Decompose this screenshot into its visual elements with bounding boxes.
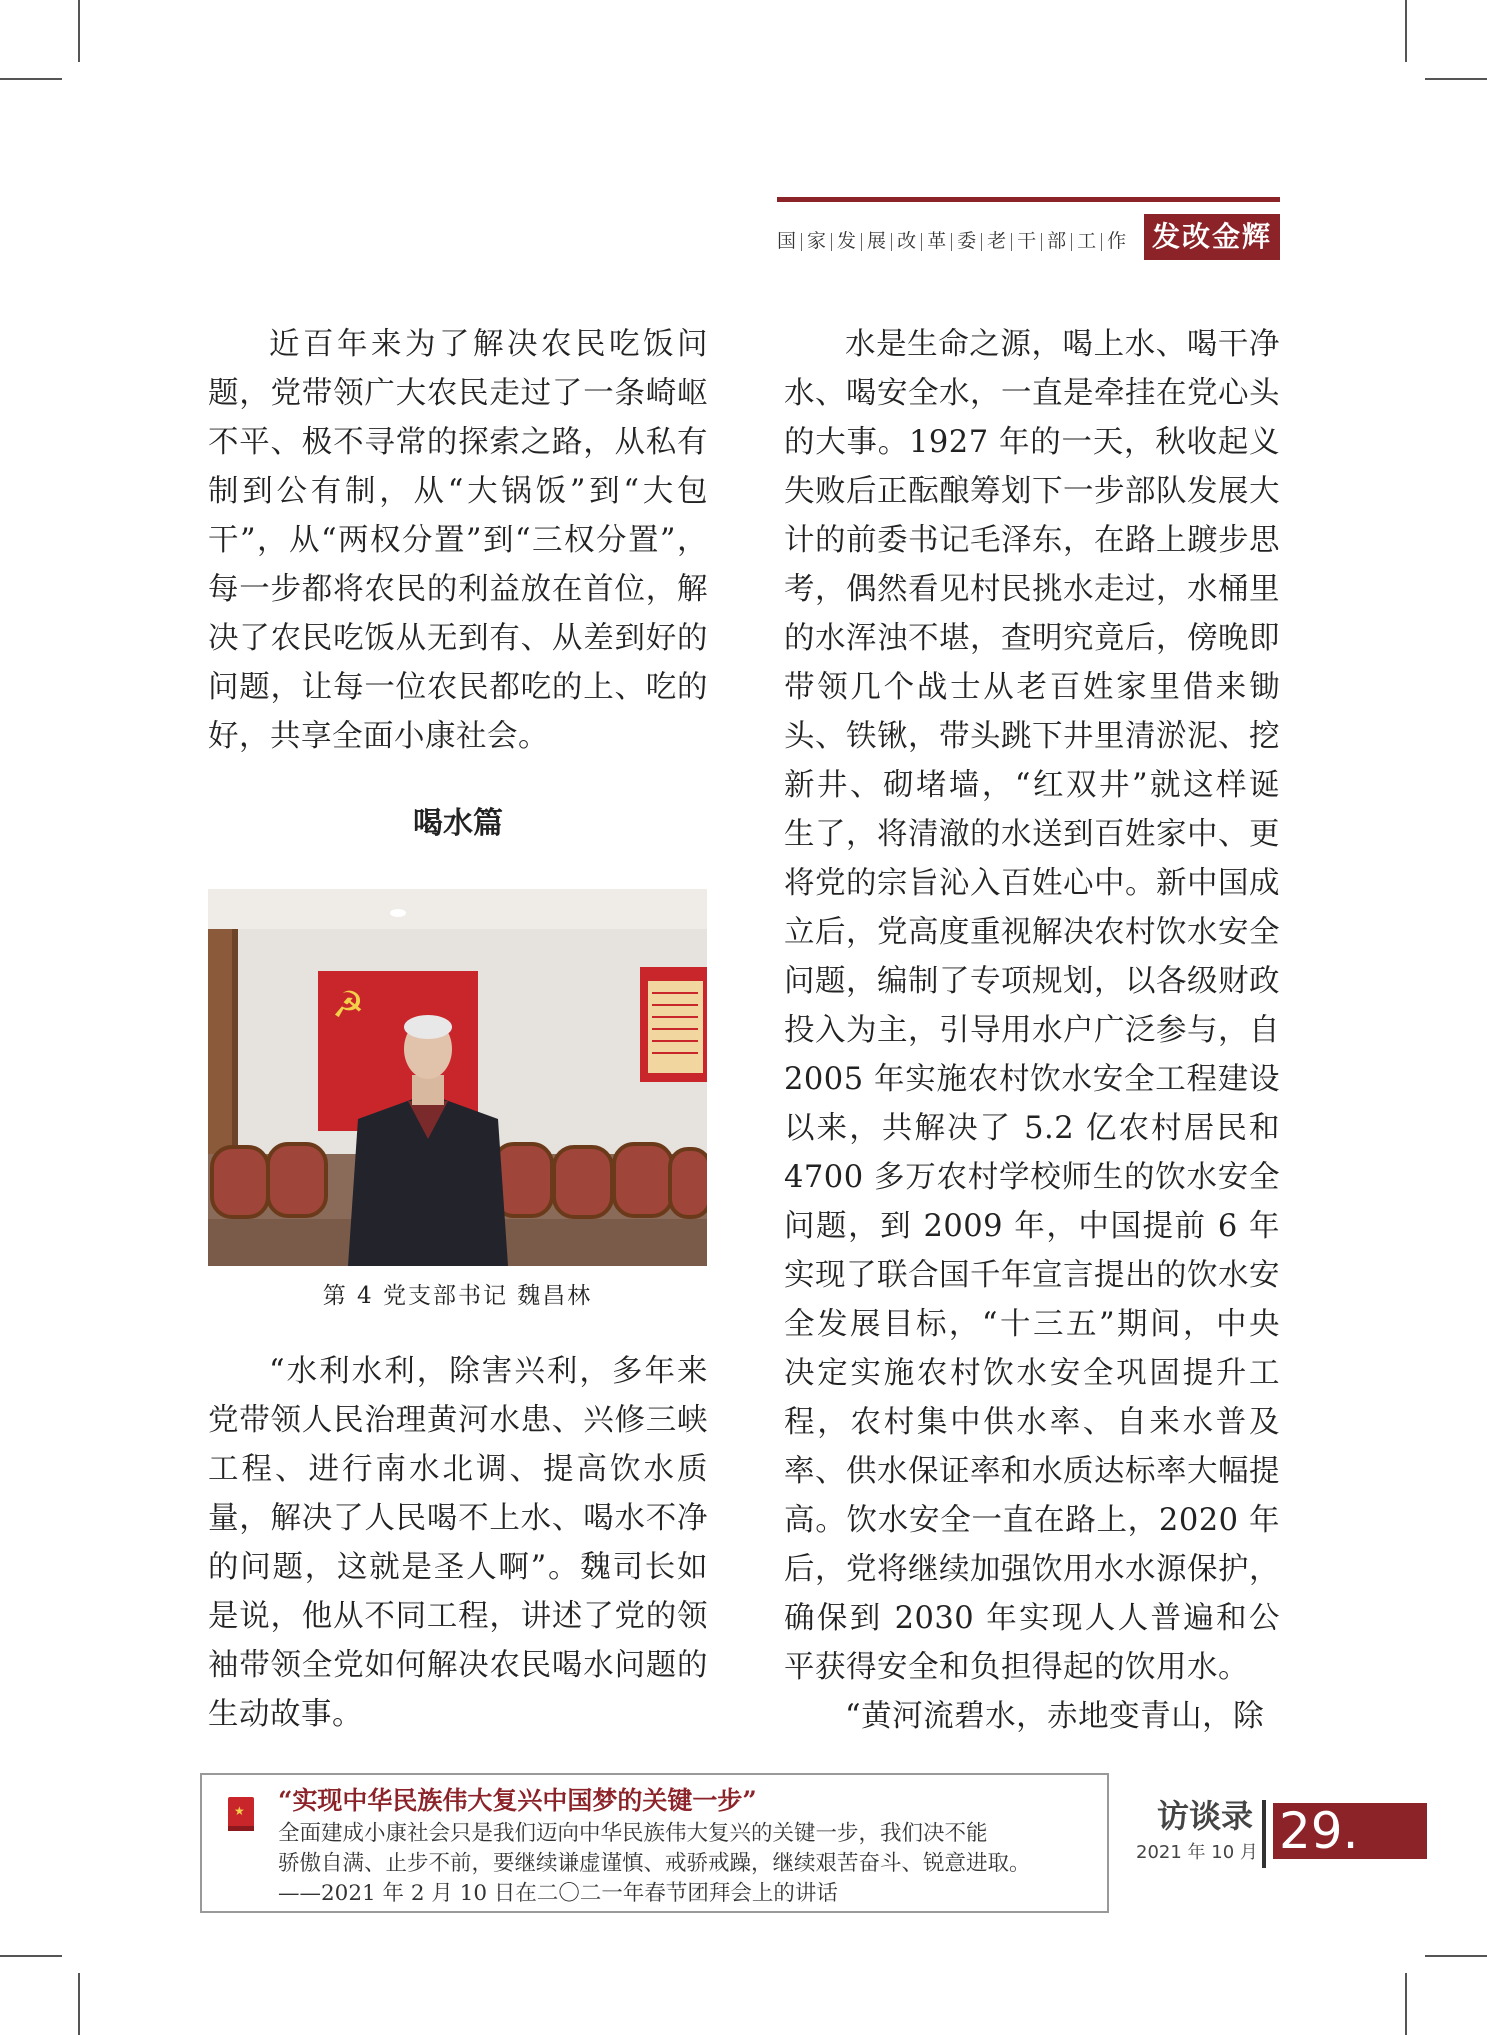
crop-mark xyxy=(78,1973,80,2035)
article-left-column-top xyxy=(208,320,708,761)
org-char: 作 xyxy=(1107,230,1127,252)
paragraph: “水利水利，除害兴利，多年来党带领人民治理黄河水患、兴修三峡工程、进行南水北调、提高饮水质量，解决了人民喝不上水、喝水不净的问题，这就是圣人啊”。魏司长如是说，他从不同工程，讲述了党的领袖带领全党如何解决农民喝水问题的生动故事。 xyxy=(208,1354,708,1732)
section-title: 喝水篇 xyxy=(413,806,503,841)
quote-source: ——2021 年 2 月 10 日在二〇二一年春节团拜会上的讲话 xyxy=(278,1881,838,1906)
page-number: 29. xyxy=(1273,1803,1427,1859)
org-char: 工 xyxy=(1077,230,1097,252)
quote-body xyxy=(278,1819,1098,1909)
org-char: 发 xyxy=(837,230,857,252)
issue-date: 2021 年 10 月 xyxy=(1136,1842,1258,1863)
issue-title: 访谈录 xyxy=(1157,1797,1254,1835)
header-organization xyxy=(777,224,1126,258)
header-rule xyxy=(777,197,1280,202)
paragraph: 水是生命之源，喝上水、喝干净水、喝安全水，一直是牵挂在党心头的大事。1927 年的一天，秋收起义失败后正酝酿筹划下一步部队发展大计的前委书记毛泽东，在路上踱步思考，偶然看见村民挑水走过，水桶里的水浑浊不堪，查明究竟后，傍晚即带领几个战士从老百姓家里借来锄头、铁锹，带头跳下井里清淤泥、挖新井、砌堵墙，“红双井”就这样诞生了，将清澈的水送到百姓家中、更将党的宗旨沁入百姓心中。新中国成立后，党高度重视解决农村饮水安全问题，编制了专项规划，以各级财政投入为主，引导用水户广泛参与，自 2005 年实施农村饮水安全工程建设以来，共解决了 5.2 亿农村居民和 4700 多万农村学校师生的饮水安全问题，到 2009 年，中国提前 6 年实现了联合国千年宣言提出的饮水安全发展目标，“十三五”期间，中央决定实施农村饮水安全巩固提升工程，农村集中供水率、自来水普及率、供水保证率和水质达标率大幅提高。饮水安全一直在路上，2020 年后，党将继续加强饮用水水源保护，确保到 2030 年实现人人普遍和公平获得安全和负担得起的饮用水。 xyxy=(784,327,1280,1685)
quote-title: “实现中华民族伟大复兴中国梦的关键一步” xyxy=(278,1786,757,1815)
quote-line: 全面建成小康社会只是我们迈向中华民族伟大复兴的关键一步，我们决不能 xyxy=(278,1821,988,1846)
svg-text:☭: ☭ xyxy=(332,985,365,1026)
org-char: 展 xyxy=(867,230,887,252)
org-char: 干 xyxy=(1017,230,1037,252)
svg-text:★: ★ xyxy=(234,1804,245,1818)
paragraph: 近百年来为了解决农民吃饭问题，党带领广大农民走过了一条崎岖不平、极不寻常的探索之路，从私有制到公有制，从“大锅饭”到“大包干”，从“两权分置”到“三权分置”，每一步都将农民的利益放在首位，解决了农民吃饭从无到有、从差到好的问题，让每一位农民都吃的上、吃的好，共享全面小康社会。 xyxy=(208,327,708,754)
org-char: 革 xyxy=(927,230,947,252)
paragraph: “黄河流碧水，赤地变青山，除 xyxy=(845,1699,1265,1734)
org-char: 改 xyxy=(897,230,917,252)
crop-mark xyxy=(0,1955,62,1957)
quote-line: 骄傲自满、止步不前，要继续谦虚谨慎、戒骄戒躁，继续艰苦奋斗、锐意进取。 xyxy=(278,1851,1031,1876)
article-photo xyxy=(208,889,707,1266)
org-char: 部 xyxy=(1047,230,1067,252)
crop-mark xyxy=(78,0,80,62)
brand-logo: 发改金辉 xyxy=(1144,214,1280,260)
article-right-column xyxy=(784,320,1280,1741)
org-char: 家 xyxy=(807,230,827,252)
crop-mark xyxy=(1405,0,1407,62)
crop-mark xyxy=(1405,1973,1407,2035)
org-char: 国 xyxy=(777,230,797,252)
crop-mark xyxy=(0,78,62,80)
article-left-column-bottom xyxy=(208,1347,708,1739)
org-char: 委 xyxy=(957,230,977,252)
crop-mark xyxy=(1425,78,1487,80)
org-char: 老 xyxy=(987,230,1007,252)
crop-mark xyxy=(1425,1955,1487,1957)
quote-box xyxy=(200,1773,1109,1913)
red-book-icon xyxy=(226,1795,256,1833)
photo-caption: 第 4 党支部书记 魏昌林 xyxy=(322,1283,593,1309)
footer-divider xyxy=(1262,1800,1266,1868)
